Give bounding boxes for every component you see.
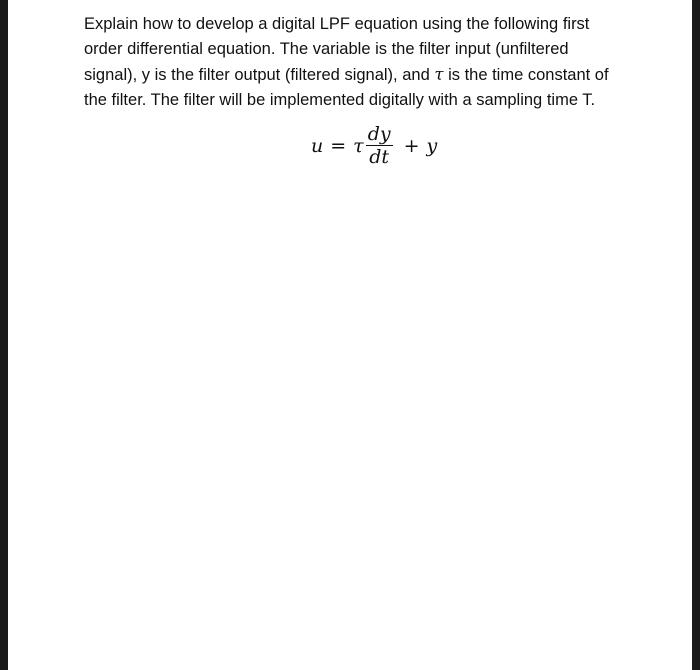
differential-equation — [311, 124, 437, 167]
left-border — [0, 0, 8, 670]
fraction-denominator: dt — [369, 146, 390, 168]
plus-sign: + — [403, 134, 420, 157]
question-paragraph — [84, 12, 624, 113]
equation-coefficient: τ — [353, 134, 364, 157]
question-text-part-2: is the time constant of the filter. The filter will be implemented digitally with a sampling time T. — [84, 66, 609, 109]
equals-sign: = — [330, 134, 347, 157]
equation-rhs-term: y — [426, 134, 438, 157]
question-text-part-1: Explain how to develop a digital LPF equation using the following first order differential equation. The variable is the filter input (unfiltered signal), y is the filter output (filtered signal), and — [84, 15, 590, 84]
tau-symbol: τ — [434, 65, 444, 84]
question-text — [84, 12, 624, 113]
equation-lhs: u — [311, 134, 324, 157]
derivative-fraction — [366, 124, 393, 167]
right-border — [692, 0, 700, 670]
fraction-numerator: dy — [367, 123, 391, 145]
